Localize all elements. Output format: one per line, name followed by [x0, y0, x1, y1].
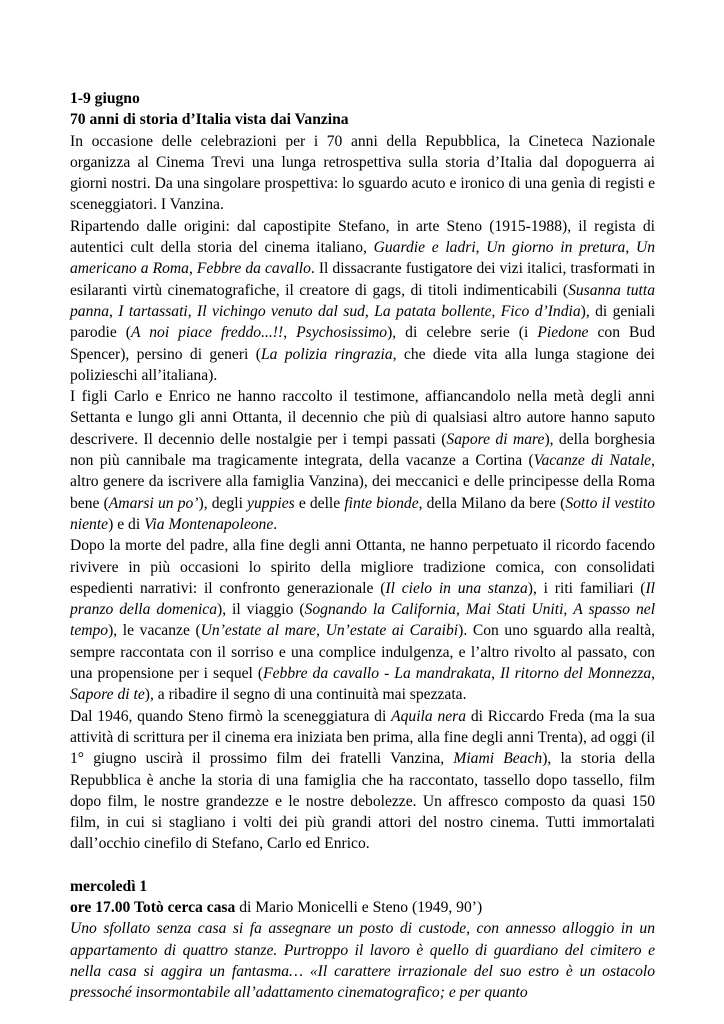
paragraph-text: , — [625, 239, 636, 257]
film-title: Susanna tutta panna — [70, 281, 655, 320]
article-paragraph — [70, 535, 655, 705]
paragraph-text: e delle — [294, 494, 345, 512]
paragraph-text: In occasione delle celebrazioni per i 70 anni della Repubblica, la Cineteca Nazionale organizza al Cinema Trevi una lunga retrospettiva sulla storia d’Italia dal dopoguerra ai giorni nostri. Da una singolare prospettiva: lo sguardo acuto e ironico di una genìa di registi e sceneggiatori. I Vanzina. — [70, 132, 655, 214]
film-title: Miami Beach — [453, 750, 543, 768]
film-title: Fico d’India — [500, 302, 581, 320]
film-title: Febbre da cavallo - La mandrakata — [263, 665, 492, 683]
film-title: Un’estate ai Caraibi — [325, 622, 459, 640]
paragraph-text: , altro genere da iscrivere alla famiglia Vanzina), dei meccanici e delle principesse della Roma bene ( — [70, 452, 656, 512]
article-body — [70, 131, 655, 855]
film-title: La polizia ringrazia — [260, 345, 393, 363]
film-title: Il pranzo della domenica — [70, 579, 655, 619]
synopsis-text: Uno sfollato senza casa si fa assegnare un posto di custode, con annesso alloggio in un appartamento di quattro stanze. Purtroppo il lavoro è quello di guardiano del cimitero e nella casa si aggira un fantasma… «Il carattere irrazionale del suo estro è un ostacolo pressoché insormontabile all’adattamento cinematografico; e per quanto — [70, 920, 655, 1002]
article-paragraph — [70, 131, 655, 216]
film-title: Il cielo in una stanza — [385, 579, 528, 597]
article-paragraph — [70, 216, 655, 386]
film-title: Guardie e ladri — [373, 239, 476, 257]
film-title: A noi piace freddo...!! — [130, 324, 284, 342]
schedule-day: mercoledì 1 — [70, 877, 148, 895]
paragraph-text: ), il viaggio ( — [217, 601, 305, 619]
paragraph-text: , — [188, 260, 197, 278]
paragraph-text: con Bud Spencer), persino di generi ( — [70, 324, 655, 363]
schedule-entry — [70, 897, 655, 918]
paragraph-text: ), la storia della Repubblica è anche la storia di una famiglia che ha raccontato, tassello dopo tassello, film dopo film, le nostre grandezze e le nostre debolezze. Un affresco composto da quasi 150 film, in cui si stagliano i volti dei più grandi attori del nostro cinema. Tutti immortalati dall’occhio cinefilo di Stefano, Carlo ed Enrico. — [70, 750, 655, 853]
paragraph-text: , — [491, 302, 501, 320]
paragraph-text: Dal 1946, quando Steno firmò la sceneggiatura di — [70, 707, 392, 725]
paragraph-text: , — [491, 665, 501, 683]
event-title: 70 anni di storia d’Italia vista dai Vanzina — [70, 111, 349, 129]
film-title: Aquila nera — [391, 707, 467, 725]
film-title: Sognando la California — [304, 601, 456, 619]
film-title: A spasso nel tempo — [70, 601, 656, 640]
film-title: Sapore di te — [70, 686, 145, 704]
paragraph-text: , — [455, 601, 466, 619]
film-title: Un’estate al mare — [200, 622, 317, 640]
film-title: Psychosissimo — [296, 324, 388, 342]
paragraph-text: ), i riti familiari ( — [527, 579, 646, 597]
screening-credits: di Mario Monicelli e Steno (1949, 90’) — [235, 898, 483, 916]
paragraph-text: , — [187, 302, 198, 320]
film-title: Piedone — [537, 324, 589, 342]
screening-synopsis — [70, 918, 655, 1003]
event-dates: 1-9 giugno — [70, 90, 140, 107]
paragraph-text: ), le vacanze ( — [108, 622, 201, 640]
paragraph-text: ), a ribadire il segno di una continuità mai spezzata. — [144, 686, 467, 704]
film-title: Sotto il vestito niente — [70, 494, 656, 533]
section-gap — [70, 855, 655, 876]
film-title: Il vichingo venuto dal sud — [197, 302, 365, 320]
film-title: finte bionde — [344, 494, 419, 512]
paragraph-text: . Il dissacrante fustigatore dei vizi italici, trasformati in esilaranti virtù cinematografiche, il creatore di gags, di titoli indimenticabili ( — [70, 260, 655, 299]
paragraph-text: , — [316, 622, 326, 640]
paragraph-text: ). Con uno sguardo alla realtà, sempre raccontata con il sorriso e una complice indulgenza, e l’altro rivolto al passato, con una propensione per i sequel ( — [70, 622, 656, 683]
paragraph-text: , della Milano da bere ( — [418, 494, 566, 512]
film-title: Sapore di mare — [446, 430, 545, 448]
paragraph-text: Ripartendo dalle origini: dal capostipite Stefano, in arte Steno (1915-1988), il regista di autentici cult della storia del cinema italiano, — [70, 217, 655, 257]
paragraph-text: , — [108, 302, 119, 320]
article-paragraph — [70, 706, 655, 855]
paragraph-text: , — [651, 665, 656, 683]
paragraph-text: , — [364, 302, 375, 320]
paragraph-text: , — [475, 239, 487, 257]
film-title: Amarsi un po’ — [108, 494, 199, 512]
film-title: La patata bollente — [374, 302, 492, 320]
paragraph-text: ), di celebre serie (i — [387, 324, 538, 342]
film-title: Vacanze di Natale — [533, 452, 652, 470]
paragraph-text: di Riccardo Freda (ma la sua attività di scrittura per il cinema era iniziata ben prima, alla fine degli anni Trenta), ad oggi (il 1° giugno uscirà il prossimo film dei fratelli Vanzina, — [70, 707, 655, 768]
film-title: yuppies — [247, 494, 295, 512]
film-title: Il ritorno del Monnezza — [500, 665, 652, 683]
film-title: Via Montenapoleone — [144, 515, 274, 533]
film-title: Febbre da cavallo — [196, 260, 311, 278]
paragraph-text: , che diede vita alla lunga stagione dei polizieschi all’italiana). — [70, 345, 655, 384]
paragraph-text: I figli Carlo e Enrico ne hanno raccolto il testimone, affiancandolo nella metà degli anni Settanta e lungo gli anni Ottanta, il decennio che più di qualsiasi altro autore hanno saputo descrivere. Il decennio delle nostalgie per i tempi passati ( — [70, 388, 655, 448]
paragraph-text: ), degli — [198, 494, 248, 512]
screening-time-title: ore 17.00 Totò cerca casa — [70, 898, 236, 916]
paragraph-text: ), di geniali parodie ( — [70, 302, 656, 342]
paragraph-text: , — [283, 324, 297, 342]
film-title: Un giorno in pretura — [486, 239, 626, 257]
paragraph-text: , — [563, 601, 574, 619]
film-title: I tartassati — [118, 302, 188, 320]
paragraph-text: ) e di — [108, 515, 145, 533]
paragraph-text: Dopo la morte del padre, alla fine degli anni Ottanta, ne hanno perpetuato il ricordo facendo rivivere in più occasioni lo spirito della migliore tradizione comica, con consolidati espedienti narrativi: il confronto generazionale ( — [70, 537, 655, 597]
paragraph-text: ), della borghesia non più cannibale ma tragicamente integrata, della vacanze a Cortina ( — [70, 430, 655, 470]
film-title: Mai Stati Uniti — [465, 601, 564, 619]
document-page — [70, 88, 655, 1003]
paragraph-text: . — [273, 515, 278, 533]
film-title: Un americano a Roma — [70, 239, 655, 278]
article-paragraph — [70, 386, 655, 535]
